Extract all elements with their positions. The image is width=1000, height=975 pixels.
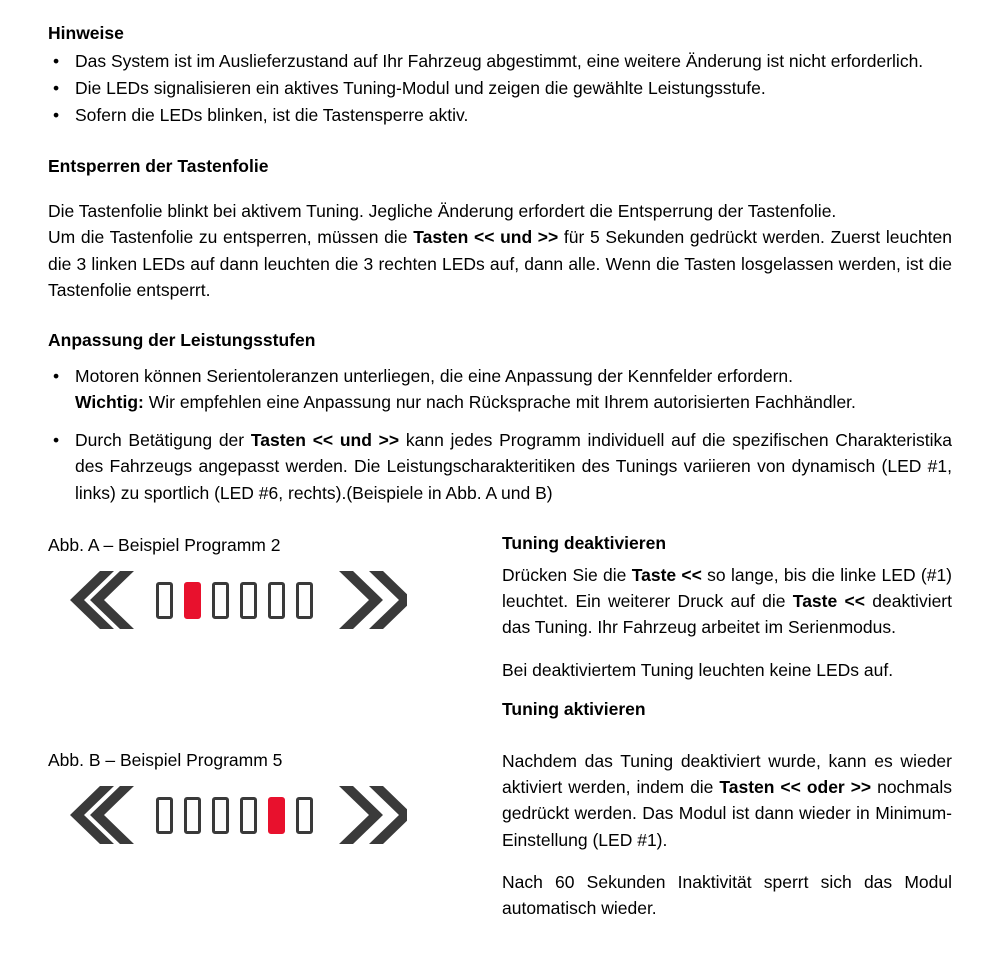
- deactivate-paragraph-2: Bei deaktiviertem Tuning leuchten keine LEDs auf.: [502, 659, 894, 680]
- adjust-bullet2-bold: Tasten << und >>: [250, 430, 400, 451]
- right-column-top: [500, 533, 952, 728]
- unlock-paragraph-2: [48, 224, 952, 303]
- adjust-bullet-list: [48, 363, 952, 506]
- unlock-p2-text-b: für 5 Sekunden gedrückt werden. Zuerst leuchten die 3 linken LEDs auf dann leuchten die 3 rechten LEDs auf, dann alle. Wenn die Tasten losgelassen werden, ist die Tastenfolie entsperrt.: [48, 227, 952, 300]
- led-3: [212, 582, 229, 619]
- led-6: [296, 797, 313, 834]
- figure-a-led-panel: [48, 557, 500, 643]
- activate-paragraph-2: Nach 60 Sekunden Inaktivität sperrt sich das Modul automatisch wieder.: [502, 871, 952, 919]
- bullet-glyph: •: [53, 50, 60, 71]
- adjust-bullet1-line1: Motoren können Serientoleranzen unterliegen, die eine Anpassung der Kennfelder erfordern.: [75, 365, 793, 386]
- list-item: [48, 102, 952, 128]
- list-item: [48, 427, 952, 506]
- adjust-bullet2-text-b: kann jedes Programm individuell auf die spezifischen Charakteristika des Fahrzeugs angepasst werden. Die Leistungscharakteritiken des Tunings variieren von dynamisch (LED #1, links) zu sportlich (LED #6, rechts).(Beispiele in Abb. A und B): [75, 430, 953, 503]
- figure-a-left: [48, 533, 500, 644]
- double-chevron-left-icon: [62, 784, 140, 846]
- unlock-p2-text-a: Um die Tastenfolie zu entsperren, müssen die: [48, 227, 414, 248]
- led-5: [268, 582, 285, 619]
- deactivate-p1-bold2: Taste <<: [792, 591, 865, 612]
- led-4: [240, 582, 257, 619]
- activate-heading: Tuning aktivieren: [502, 698, 646, 719]
- unlock-p2-bold: Tasten << und >>: [413, 227, 559, 248]
- figure-b-leds: [156, 797, 313, 834]
- led-3: [212, 797, 229, 834]
- activate-p1-b: nochmals gedrückt werden. Das Modul ist dann wieder in Minimum-Einstellung (LED #1).: [502, 777, 952, 850]
- led-6: [296, 582, 313, 619]
- notes-bullet-text: Die LEDs signalisieren ein aktives Tuning-Modul und zeigen die gewählte Leistungsstufe.: [75, 77, 766, 98]
- list-item: [48, 363, 952, 416]
- figure-b-caption: Abb. B – Beispiel Programm 5: [48, 749, 283, 770]
- led-1: [156, 582, 173, 619]
- activate-paragraph-1: [502, 748, 952, 853]
- led-2: [184, 582, 201, 619]
- deactivate-paragraph-1: [502, 562, 952, 641]
- adjust-bullet2-text-a: Durch Betätigung der: [75, 430, 251, 451]
- list-item: [48, 48, 952, 74]
- bullet-glyph: •: [53, 430, 60, 451]
- figure-b-row: [48, 748, 952, 922]
- unlock-paragraph-1: Die Tastenfolie blinkt bei aktivem Tuning. Jegliche Änderung erfordert die Entsperrung der Tastenfolie.: [48, 201, 837, 221]
- figure-a-caption: Abb. A – Beispiel Programm 2: [48, 534, 281, 555]
- double-chevron-left-icon: [62, 569, 140, 631]
- activate-p1-bold: Tasten << oder >>: [719, 777, 872, 798]
- adjust-heading: Anpassung der Leistungsstufen: [48, 330, 316, 350]
- right-column-bottom: [500, 748, 952, 922]
- figure-a-leds: [156, 582, 313, 619]
- bullet-glyph: •: [53, 105, 60, 126]
- figure-b-left: [48, 748, 500, 859]
- notes-bullet-text: Sofern die LEDs blinken, ist die Tastensperre aktiv.: [75, 105, 469, 126]
- list-item: [48, 75, 952, 101]
- adjust-bullet1-bold: Wichtig:: [75, 391, 144, 412]
- deactivate-p1-a: Drücken Sie die: [502, 564, 632, 585]
- activate-p1-a: Nachdem das Tuning deaktiviert wurde, kann es wieder aktiviert werden, indem die: [502, 750, 952, 798]
- double-chevron-right-icon: [329, 569, 407, 631]
- led-4: [240, 797, 257, 834]
- notes-bullet-list: [48, 48, 952, 129]
- deactivate-heading: Tuning deaktivieren: [502, 532, 667, 553]
- deactivate-p1-c: deaktiviert das Tuning. Ihr Fahrzeug arbeitet im Serienmodus.: [502, 591, 952, 638]
- led-1: [156, 797, 173, 834]
- adjust-bullet1-line2: Wir empfehlen eine Anpassung nur nach Rücksprache mit Ihrem autorisierten Fachhändler.: [143, 391, 856, 412]
- deactivate-p1-b: so lange, bis die linke LED (#1) leuchtet. Ein weiterer Druck auf die: [502, 564, 953, 612]
- figure-a-row: [48, 533, 952, 728]
- notes-bullet-text: Das System ist im Auslieferzustand auf Ihr Fahrzeug abgestimmt, eine weitere Änderung ist nicht erforderlich.: [75, 50, 924, 71]
- bullet-glyph: •: [53, 77, 60, 98]
- led-5: [268, 797, 285, 834]
- led-2: [184, 797, 201, 834]
- unlock-heading: Entsperren der Tastenfolie: [48, 156, 269, 177]
- notes-heading: Hinweise: [48, 23, 124, 43]
- deactivate-p1-bold1: Taste <<: [631, 564, 702, 585]
- double-chevron-right-icon: [329, 784, 407, 846]
- figure-b-led-panel: [48, 772, 500, 858]
- bullet-glyph: •: [53, 365, 60, 386]
